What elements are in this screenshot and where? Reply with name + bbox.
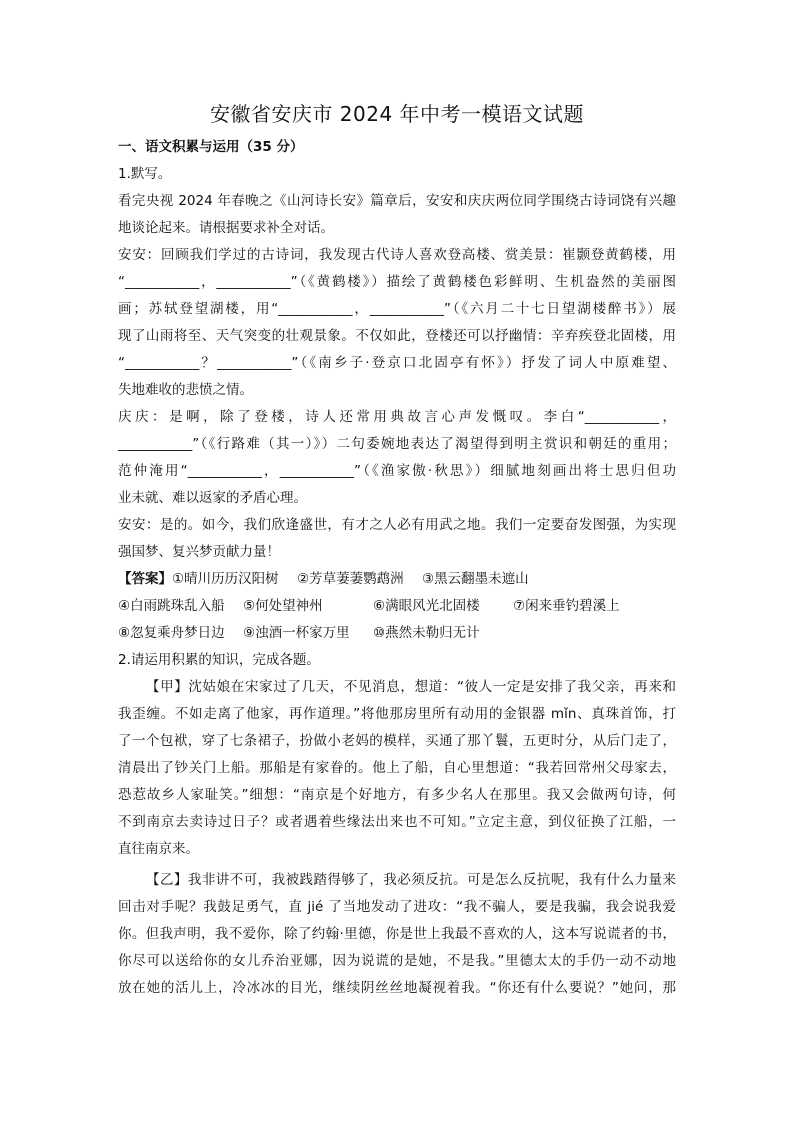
paragraph-line: 安安：回顾我们学过的古诗词，我发现古代诗人喜欢登高楼、赏美景：崔颢登黄鹤楼，用 — [118, 247, 676, 263]
passage-jia-line: 恐惹故乡人家耻笑。”细想：“南京是个好地方，有多少名人在那里。我又会做两句诗，何 — [118, 787, 676, 803]
answer-item: ⑦闲来垂钓碧溪上 — [513, 598, 620, 614]
question-2-label: 2.请运用积累的知识，完成各题。 — [118, 652, 320, 668]
section-heading: 一、语文积累与运用（35 分） — [118, 139, 304, 155]
paragraph-line: 庆庆：是啊，除了登楼，诗人还常用典故言心声发慨叹。李白“___________， — [118, 409, 676, 425]
answer-item: ④白雨跳珠乱入船 — [118, 598, 225, 614]
paragraph-line: 范仲淹用“___________，___________”（《渔家傲·秋思》）细腻地刻画出将士思归但功 — [118, 463, 676, 479]
passage-jia-line: 清晨出了钞关门上船。那船是有家眷的。他上了船，自心里想道：“我若回常州父母家去， — [118, 760, 676, 776]
paragraph-line: 现了山雨将至、天气突变的壮观景象。不仅如此，登楼还可以抒幽情：辛弃疾登北固楼，用 — [118, 328, 676, 344]
answer-row — [118, 566, 676, 593]
answer-item: ⑨浊酒一杯家万里 — [243, 625, 350, 641]
paragraph-line: 地谈论起来。请根据要求补全对话。 — [118, 220, 334, 236]
passage-jia-line: 不到南京去卖诗过日子？或者遇着些缘法出来也不可知。”立定主意，到仪征换了江船，一 — [118, 814, 676, 830]
passage-yi-line: 【乙】我非讲不可，我被践踏得够了，我必须反抗。可是怎么反抗呢，我有什么力量来 — [146, 872, 676, 888]
answer-item: ⑤何处望神州 — [243, 598, 323, 614]
paragraph-line: “___________？___________”（《南乡子·登京口北固亭有怀》）抒发了词人中原难望、 — [118, 355, 676, 371]
paragraph-line: ___________”（《行路难（其一）》）二句委婉地表达了渴望得到明主赏识和朝廷的重用； — [118, 436, 676, 452]
answer-item: ③黑云翻墨未遮山 — [422, 571, 529, 587]
passage-jia-line: 了一个包袱，穿了七条裙子，扮做小老妈的模样，买通了那丫鬟，五更时分，从后门走了， — [118, 733, 676, 749]
answer-item: ②芳草萋萋鹦鹉洲 — [297, 571, 404, 587]
answer-row — [118, 593, 676, 620]
paragraph-line: 安安：是的。如今，我们欣逢盛世，有才之人必有用武之地。我们一定要奋发图强，为实现 — [118, 517, 676, 533]
answer-item: ⑥满眼风光北固楼 — [373, 598, 480, 614]
answer-item: ⑩燕然未勒归无计 — [373, 625, 480, 641]
paragraph-line: 画；苏轼登望湖楼，用“___________，___________”（《六月二十七日望湖楼醉书》）展 — [118, 301, 676, 317]
answer-item: ①晴川历历汉阳树 — [172, 571, 279, 587]
paragraph-line: “___________，___________”（《黄鹤楼》）描绘了黄鹤楼色彩鲜明、生机盎然的美丽图 — [118, 274, 676, 290]
passage-jia-line: 【甲】沈姑娘在宋家过了几天，不见消息，想道：“彼人一定是安排了我父亲，再来和 — [146, 679, 676, 695]
paragraph-line: 强国梦、复兴梦贡献力量！ — [118, 544, 280, 560]
paragraph-line: 业未就、难以返家的矛盾心理。 — [118, 490, 307, 506]
document-title: 安徽省安庆市 2024 年中考一模语文试题 — [209, 102, 585, 126]
passage-jia-line: 我歪缠。不如走离了他家，再作道理。”将他那房里所有动用的金银器 mǐn、真珠首饰，打 — [118, 706, 676, 722]
paragraph-line: 失地难收的悲愤之情。 — [118, 382, 253, 398]
passage-yi-line: 你尽可以送给你的女儿乔治亚娜，因为说谎的是她，不是我。”里德太太的手仍一动不动地 — [118, 953, 676, 969]
passage-yi-line: 放在她的活儿上，冷冰冰的目光，继续阴丝丝地凝视着我。“你还有什么要说？”她问，那 — [118, 980, 676, 996]
passage-jia-line: 直往南京来。 — [118, 841, 199, 857]
answer-item: ⑧忽复乘舟梦日边 — [118, 625, 225, 641]
passage-yi-line: 你。但我声明，我不爱你，除了约翰·里德，你是世上我最不喜欢的人，这本写说谎者的书， — [118, 926, 676, 942]
paragraph-line: 看完央视 2024 年春晚之《山河诗长安》篇章后，安安和庆庆两位同学围绕古诗词饶有兴趣 — [118, 193, 676, 209]
document-body — [118, 134, 676, 1002]
question-1-label: 1.默写。 — [118, 166, 172, 182]
answer-row — [118, 620, 676, 647]
answer-label: 【答案】 — [118, 571, 172, 587]
passage-yi-line: 回击对手呢？我鼓足勇气，直 jié 了当地发动了进攻：“我不骗人，要是我骗，我会说我爱 — [118, 899, 676, 915]
